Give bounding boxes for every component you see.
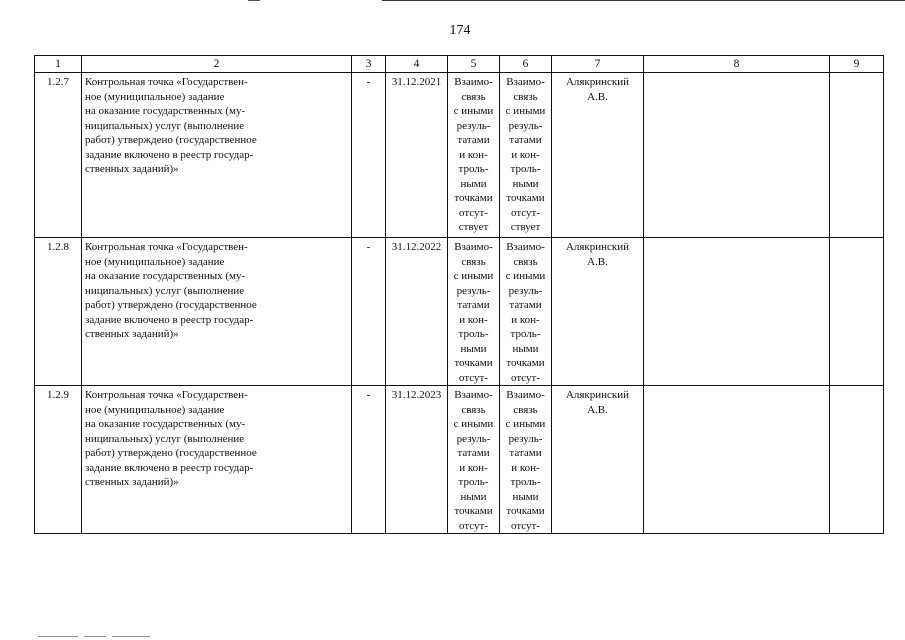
responsible-person: Алякринский А.В. (552, 73, 644, 238)
control-point-name: Контрольная точка «Государствен- ное (муниципальное) задание на оказание государственных (му- ниципальных) услуг (выполнение работ) утверждено (государственное задание включено в реестр государ- ственных заданий)» (82, 73, 352, 238)
bottom-scan-mark (84, 636, 106, 637)
header-col-8: 8 (644, 56, 830, 73)
deadline-date: 31.12.2021 (386, 73, 448, 238)
relation-predecessor: Взаимо- связь с иными резуль- татами и кон- троль- ными точками отсут- ствует (448, 73, 500, 238)
col9-value (830, 238, 884, 386)
header-col-6: 6 (500, 56, 552, 73)
table-row (35, 386, 884, 534)
responsible-person: Алякринский А.В. (552, 238, 644, 386)
relation-predecessor: Взаимо- связь с иными резуль- татами и кон- троль- ными точками отсут- (448, 238, 500, 386)
col3-value: - (352, 238, 386, 386)
col3-value: - (352, 386, 386, 534)
header-col-7: 7 (552, 56, 644, 73)
deadline-date: 31.12.2022 (386, 238, 448, 386)
col8-value (644, 238, 830, 386)
top-scan-mark (248, 0, 260, 1)
control-point-name: Контрольная точка «Государствен- ное (муниципальное) задание на оказание государственных (му- ниципальных) услуг (выполнение работ) утверждено (государственное задание включено в реестр государ- ственных заданий)» (82, 386, 352, 534)
row-number: 1.2.7 (35, 73, 82, 238)
relation-successor: Взаимо- связь с иными резуль- татами и кон- троль- ными точками отсут- ствует (500, 73, 552, 238)
col8-value (644, 73, 830, 238)
control-points-table (34, 55, 884, 534)
header-col-2: 2 (82, 56, 352, 73)
col3-value: - (352, 73, 386, 238)
col8-value (644, 386, 830, 534)
table-row (35, 73, 884, 238)
deadline-date: 31.12.2023 (386, 386, 448, 534)
header-col-9: 9 (830, 56, 884, 73)
row-number: 1.2.8 (35, 238, 82, 386)
bottom-scan-mark (112, 636, 150, 637)
header-col-1: 1 (35, 56, 82, 73)
relation-predecessor: Взаимо- связь с иными резуль- татами и кон- троль- ными точками отсут- (448, 386, 500, 534)
relation-successor: Взаимо- связь с иными резуль- татами и кон- троль- ными точками отсут- (500, 386, 552, 534)
relation-successor: Взаимо- связь с иными резуль- татами и кон- троль- ными точками отсут- (500, 238, 552, 386)
bottom-scan-mark (38, 636, 78, 637)
responsible-person: Алякринский А.В. (552, 386, 644, 534)
row-number: 1.2.9 (35, 386, 82, 534)
header-col-4: 4 (386, 56, 448, 73)
header-col-5: 5 (448, 56, 500, 73)
control-point-name: Контрольная точка «Государствен- ное (муниципальное) задание на оказание государственных (му- ниципальных) услуг (выполнение работ) утверждено (государственное задание включено в реестр государ- ственных заданий)» (82, 238, 352, 386)
table-header-row (35, 56, 884, 73)
header-col-3: 3 (352, 56, 386, 73)
table-row (35, 238, 884, 386)
col9-value (830, 386, 884, 534)
top-rule-line (382, 0, 905, 1)
page-number: 174 (449, 23, 471, 38)
col9-value (830, 73, 884, 238)
